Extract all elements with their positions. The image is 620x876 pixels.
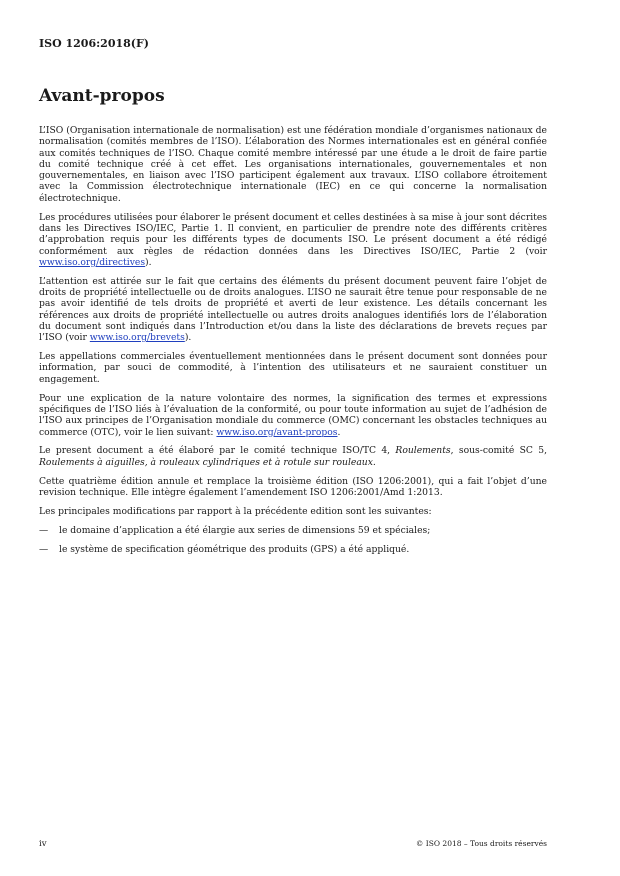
link-directives[interactable]: www.iso.org/directives: [39, 256, 146, 268]
committee-title: Roulements: [395, 445, 451, 457]
list-item-text: le domaine d’application a été élargie aux series de dimensions 59 et spéciales;: [59, 524, 431, 536]
paragraph-voluntary-nature: [39, 393, 547, 438]
subcommittee-title: Roulements à aiguilles, à rouleaux cylindriques et à rotule sur rouleaux: [39, 456, 373, 468]
document-body: [39, 125, 547, 562]
paragraph-trade-names: Les appellations commerciales éventuellement mentionnées dans le présent document sont données pour information, par souci de commodité, à l’intention des utilisateurs et ne sauraient constituer un engagement.: [39, 351, 547, 385]
dash-marker: —: [39, 524, 49, 536]
paragraph-text-end: ).: [145, 256, 152, 268]
link-brevets[interactable]: www.iso.org/brevets: [89, 332, 185, 344]
list-item-text: le système de specification géométrique des produits (GPS) a été appliqué.: [59, 543, 410, 555]
paragraph-edition: Cette quatrième édition annule et remplace la troisième édition (ISO 1206:2001), qui a fait l’objet d’une revision technique. Elle intègre également l’amendement ISO 1206:2001/Amd 1:2013.: [39, 475, 547, 498]
paragraph-iso-intro: L’ISO (Organisation internationale de normalisation) est une fédération mondiale d’organismes nationaux de normalisation (comités membres de l’ISO). L’élaboration des Normes internationales est en général confiée aux comités techniques de l’ISO. Chaque comité membre intéressé par une étude a le droit de faire partie du comité technique créé à cet effet. Les organisations internationales, gouvernementales et non gouvernementales, en liaison avec l’ISO participent également aux travaux. L’ISO collabore étroitement avec la Commission électrotechnique internationale (IEC) en ce qui concerne la normalisation électrotechnique.: [39, 125, 547, 204]
paragraph-text-end: .: [372, 456, 376, 468]
paragraph-patents: [39, 276, 547, 344]
paragraph-text-end: ).: [184, 332, 192, 344]
paragraph-text: Les procédures utilisées pour élaborer le présent document et celles destinées à sa mise à jour sont décrites dans les Directives ISO/IEC, Partie 1. Il convient, en particulier de prendre note des différents critères d’approbation requis pour les différents types de documents ISO. Le présent document a été rédigé conformément aux règles de rédaction données dans les Directives ISO/IEC, Partie 2 (voir: [39, 211, 547, 257]
paragraph-text: , sous-comité SC 5,: [450, 445, 547, 457]
document-id-header: ISO 1206:2018(F): [39, 37, 150, 50]
paragraph-committee: [39, 445, 547, 468]
paragraph-text: Pour une explication de la nature volontaire des normes, la signification des termes et expressions spécifiques de l’ISO liés à l’évaluation de la conformité, ou pour toute information au sujet de l’adhésion de l’ISO aux principes de l’Organisation mondiale du commerce (OMC) concernant les obstacles techniques au commerce (OTC), voir le lien suivant:: [39, 392, 547, 438]
list-item: [39, 525, 547, 536]
dash-marker: —: [39, 543, 49, 555]
list-item: [39, 544, 547, 555]
paragraph-changes-intro: Les principales modifications par rapport à la précédente edition sont les suivantes:: [39, 505, 432, 517]
link-avant-propos[interactable]: www.iso.org/avant-propos: [216, 426, 338, 438]
paragraph-text-end: .: [337, 426, 341, 438]
paragraph-text: L’attention est attirée sur le fait que certains des éléments du présent document peuvent faire l’objet de droits de propriété intellectuelle ou de droits analogues. L’ISO ne saurait être tenue pour responsable de ne pas avoir identifié de tels droits de propriété et averti de leur existence. Les détails concernant les références aux droits de propriété intellectuelle ou autres droits analogues identifiés lors de l’élaboration du document sont indiqués dans l’Introduction et/ou dans la liste des déclarations de brevets reçues par l’ISO (voir: [39, 275, 547, 344]
page-number: iv: [39, 839, 47, 849]
copyright-notice: © ISO 2018 – Tous droits réservés: [415, 839, 547, 848]
paragraph-text: Le present document a été élaboré par le comité technique ISO/TC 4,: [39, 445, 396, 457]
paragraph-procedures: [39, 212, 547, 268]
page-title: Avant-propos: [39, 86, 165, 106]
